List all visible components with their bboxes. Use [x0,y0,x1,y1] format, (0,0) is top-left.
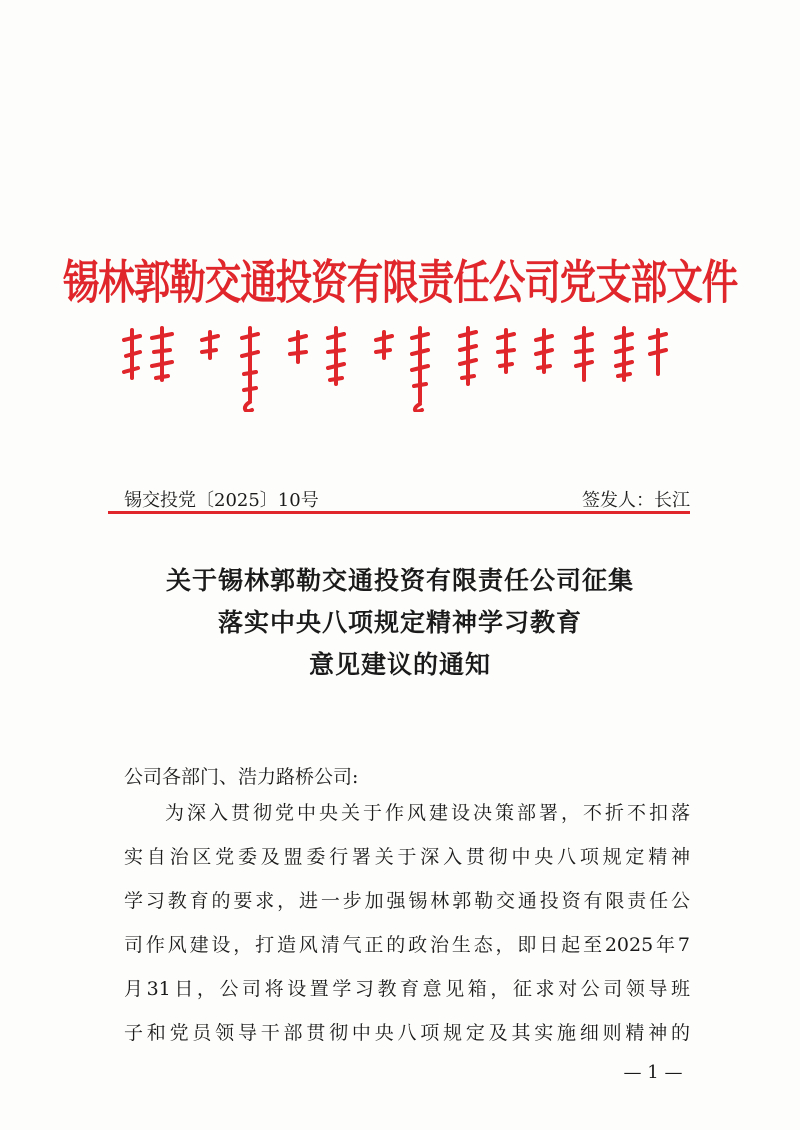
notice-title-line: 关于锡林郭勒交通投资有限责任公司征集 [165,566,634,595]
document-meta [124,486,690,514]
issuer [582,486,690,512]
issuer-name: 长江 [654,490,690,511]
body-line: 月31日，公司将设置学习教育意见箱，征求对公司领导班 [124,978,690,1000]
red-header-title: 锡林郭勒交通投资有限责任公司党支部文件 [62,254,738,310]
salutation: 公司各部门、浩力路桥公司: [124,766,359,788]
page-number: — 1 — [623,1062,683,1083]
body-line: 子和党员领导干部贯彻中央八项规定及其实施细则精神的 [124,1022,690,1044]
issuer-label: 签发人： [582,490,654,511]
mongolian-script-title [118,322,678,412]
document-number: 锡交投党〔2025〕10号 [124,490,319,511]
notice-title-line: 意见建议的通知 [308,650,491,679]
body-line: 司作风建设，打造风清气正的政治生态，即日起至2025年7 [124,934,690,956]
red-divider-line [108,511,690,514]
body-line: 实自治区党委及盟委行署关于深入贯彻中央八项规定精神 [124,846,690,868]
body-text [124,795,690,1059]
notice-title-line: 落实中央八项规定精神学习教育 [217,608,582,637]
body-line: 为深入贯彻党中央关于作风建设决策部署，不折不扣落 [165,802,690,824]
notice-title [0,560,800,686]
body-line: 学习教育的要求，进一步加强锡林郭勒交通投资有限责任公 [124,890,690,912]
